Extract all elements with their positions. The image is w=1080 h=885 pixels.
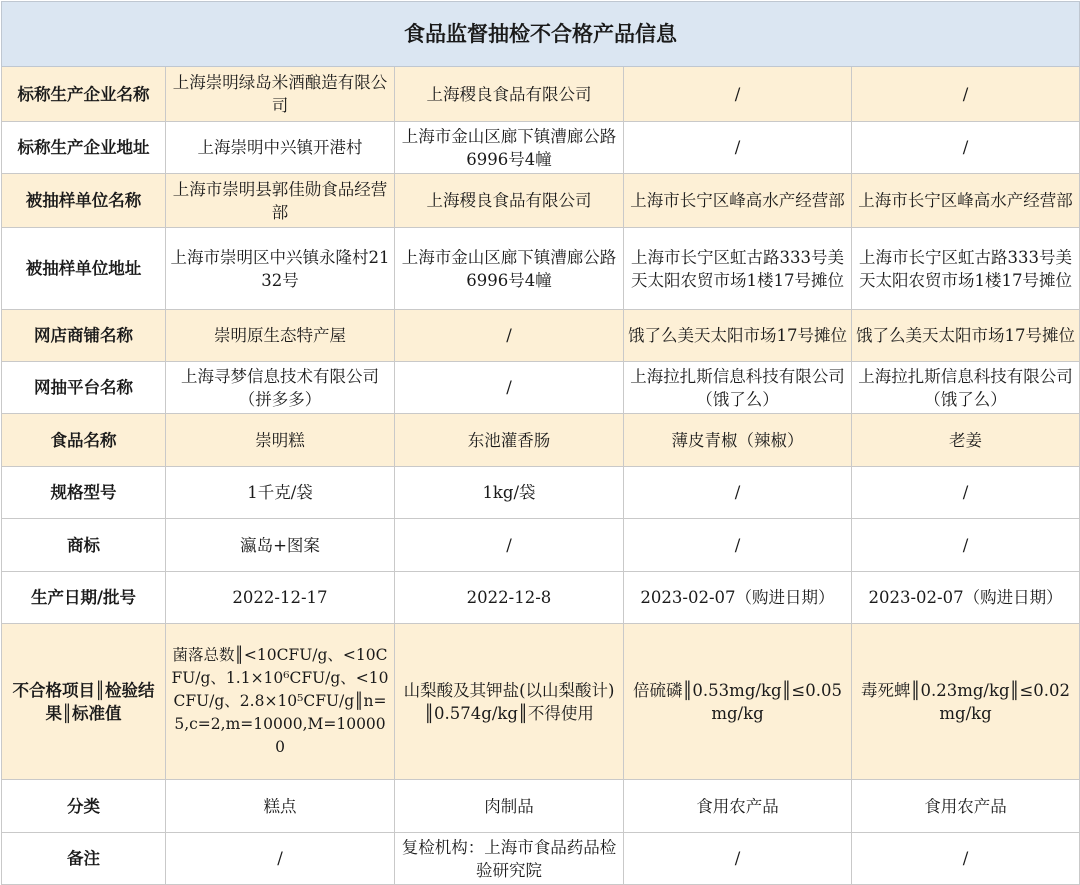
table-row	[2, 362, 1080, 414]
table-cell: 菌落总数║<10CFU/g、<10CFU/g、1.1×10⁶CFU/g、<10CFU/g、2.8×10⁵CFU/g║n=5,c=2,m=10000,M=100000	[166, 624, 395, 780]
table-cell: 饿了么美天太阳市场17号摊位	[624, 310, 852, 362]
row-label-unqualified-item: 不合格项目║检验结果║标准值	[2, 624, 166, 780]
table-cell: 2023-02-07（购进日期）	[852, 572, 1080, 624]
table-cell: /	[624, 467, 852, 519]
table-row	[2, 833, 1080, 885]
table-cell: /	[166, 833, 395, 885]
table-cell: 上海市金山区廊下镇漕廊公路6996号4幢	[395, 228, 624, 310]
row-label-sampled-unit-address: 被抽样单位地址	[2, 228, 166, 310]
table-row	[2, 519, 1080, 572]
table-cell: /	[624, 519, 852, 572]
table-cell: /	[624, 122, 852, 174]
table-row	[2, 228, 1080, 310]
table-cell: /	[852, 833, 1080, 885]
table-row	[2, 310, 1080, 362]
table-cell: 东池灌香肠	[395, 414, 624, 467]
table-cell: 2022-12-17	[166, 572, 395, 624]
table-cell: 上海市长宁区峰高水产经营部	[852, 174, 1080, 228]
table-cell: 山梨酸及其钾盐(以山梨酸计)║0.574g/kg║不得使用	[395, 624, 624, 780]
row-label-online-shop-name: 网店商铺名称	[2, 310, 166, 362]
table-cell: 老姜	[852, 414, 1080, 467]
table-cell: 2023-02-07（购进日期）	[624, 572, 852, 624]
row-label-online-platform-name: 网抽平台名称	[2, 362, 166, 414]
table-row	[2, 780, 1080, 833]
table-cell: 毒死蜱║0.23mg/kg║≤0.02mg/kg	[852, 624, 1080, 780]
table-row	[2, 414, 1080, 467]
table-cell: 上海市长宁区虹古路333号美天太阳农贸市场1楼17号摊位	[624, 228, 852, 310]
table-cell: /	[624, 67, 852, 122]
table-cell: /	[395, 362, 624, 414]
table-cell: /	[852, 122, 1080, 174]
table-cell: 上海拉扎斯信息科技有限公司（饿了么）	[852, 362, 1080, 414]
table-cell: 肉制品	[395, 780, 624, 833]
row-label-production-date: 生产日期/批号	[2, 572, 166, 624]
table-row	[2, 467, 1080, 519]
table-row	[2, 67, 1080, 122]
table-cell: /	[852, 67, 1080, 122]
table-cell: /	[395, 310, 624, 362]
row-label-manufacturer-address: 标称生产企业地址	[2, 122, 166, 174]
table-cell: 薄皮青椒（辣椒）	[624, 414, 852, 467]
table-cell: /	[624, 833, 852, 885]
row-label-trademark: 商标	[2, 519, 166, 572]
table-cell: 上海市长宁区峰高水产经营部	[624, 174, 852, 228]
table-row	[2, 174, 1080, 228]
row-label-specification: 规格型号	[2, 467, 166, 519]
table-cell: 糕点	[166, 780, 395, 833]
table-cell: 食用农产品	[624, 780, 852, 833]
table-cell: 上海市金山区廊下镇漕廊公路6996号4幢	[395, 122, 624, 174]
table-cell: 崇明原生态特产屋	[166, 310, 395, 362]
table-row	[2, 572, 1080, 624]
table-cell: 饿了么美天太阳市场17号摊位	[852, 310, 1080, 362]
table-cell: 瀛岛+图案	[166, 519, 395, 572]
row-label-manufacturer-name: 标称生产企业名称	[2, 67, 166, 122]
table-cell: 上海市崇明区中兴镇永隆村2132号	[166, 228, 395, 310]
table-cell: 上海市长宁区虹古路333号美天太阳农贸市场1楼17号摊位	[852, 228, 1080, 310]
table-cell: 倍硫磷║0.53mg/kg║≤0.05mg/kg	[624, 624, 852, 780]
table-row	[2, 122, 1080, 174]
row-label-sampled-unit-name: 被抽样单位名称	[2, 174, 166, 228]
table-cell: 食用农产品	[852, 780, 1080, 833]
table-cell: 上海崇明中兴镇开港村	[166, 122, 395, 174]
table-cell: /	[852, 467, 1080, 519]
table-cell: 崇明糕	[166, 414, 395, 467]
table-cell: 上海拉扎斯信息科技有限公司（饿了么）	[624, 362, 852, 414]
table-cell: 复检机构：上海市食品药品检验研究院	[395, 833, 624, 885]
table-cell: 2022-12-8	[395, 572, 624, 624]
table-cell: 1千克/袋	[166, 467, 395, 519]
table-cell: /	[395, 519, 624, 572]
table-cell: 上海崇明绿岛米酒酿造有限公司	[166, 67, 395, 122]
table-cell: 上海寻梦信息技术有限公司（拼多多）	[166, 362, 395, 414]
table-cell: /	[852, 519, 1080, 572]
row-label-remarks: 备注	[2, 833, 166, 885]
table-cell: 上海稷良食品有限公司	[395, 174, 624, 228]
table-title: 食品监督抽检不合格产品信息	[2, 2, 1080, 67]
table-cell: 上海市崇明县郭佳勋食品经营部	[166, 174, 395, 228]
table-cell: 上海稷良食品有限公司	[395, 67, 624, 122]
row-label-category: 分类	[2, 780, 166, 833]
row-label-food-name: 食品名称	[2, 414, 166, 467]
unqualified-products-table	[1, 1, 1080, 885]
table-cell: 1kg/袋	[395, 467, 624, 519]
table-row	[2, 624, 1080, 780]
